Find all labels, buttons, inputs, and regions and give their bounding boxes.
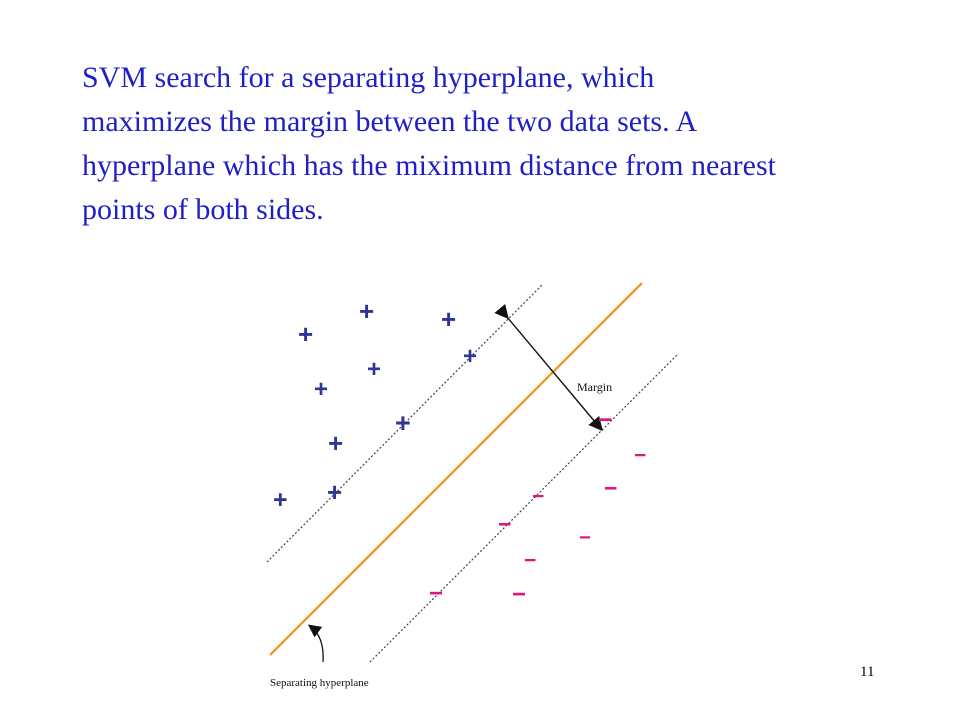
hyperplane-callout-arrow: [310, 626, 323, 662]
positive-point: +: [327, 477, 343, 507]
margin-label: Margin: [577, 380, 613, 394]
body-text-line: SVM search for a separating hyperplane, which: [82, 61, 655, 94]
svm-diagram-svg: [255, 270, 705, 700]
body-text-line: hyperplane which has the miximum distance from nearest: [82, 149, 776, 182]
separating-hyperplane-line: [270, 283, 642, 655]
negative-point: −: [524, 549, 537, 572]
negative-point: −: [429, 580, 444, 607]
negative-point: −: [604, 475, 618, 501]
positive-point: +: [463, 343, 478, 370]
negative-point: −: [512, 581, 527, 608]
positive-point: +: [441, 304, 457, 334]
positive-point: +: [298, 319, 314, 349]
separating-hyperplane-label: Separating hyperplane: [270, 677, 369, 689]
negative-points: [429, 406, 646, 608]
page-number: 11: [860, 664, 875, 680]
positive-point: +: [395, 408, 411, 438]
negative-point: −: [532, 485, 545, 508]
body-text-line: points of both sides.: [82, 193, 324, 226]
positive-point: +: [273, 486, 288, 514]
negative-point: −: [634, 444, 647, 467]
negative-point: −: [579, 527, 591, 549]
positive-point: +: [367, 356, 382, 383]
negative-point: −: [598, 406, 613, 434]
positive-point: +: [314, 376, 329, 403]
body-text-line: maximizes the margin between the two data sets. A: [82, 105, 698, 138]
positive-point: +: [359, 296, 375, 326]
margin-arrow: [507, 317, 601, 429]
svm-diagram: [255, 270, 705, 700]
positive-points: [273, 296, 477, 514]
slide-body-text: [82, 56, 952, 232]
positive-point: +: [328, 428, 344, 458]
negative-point: −: [498, 511, 512, 537]
